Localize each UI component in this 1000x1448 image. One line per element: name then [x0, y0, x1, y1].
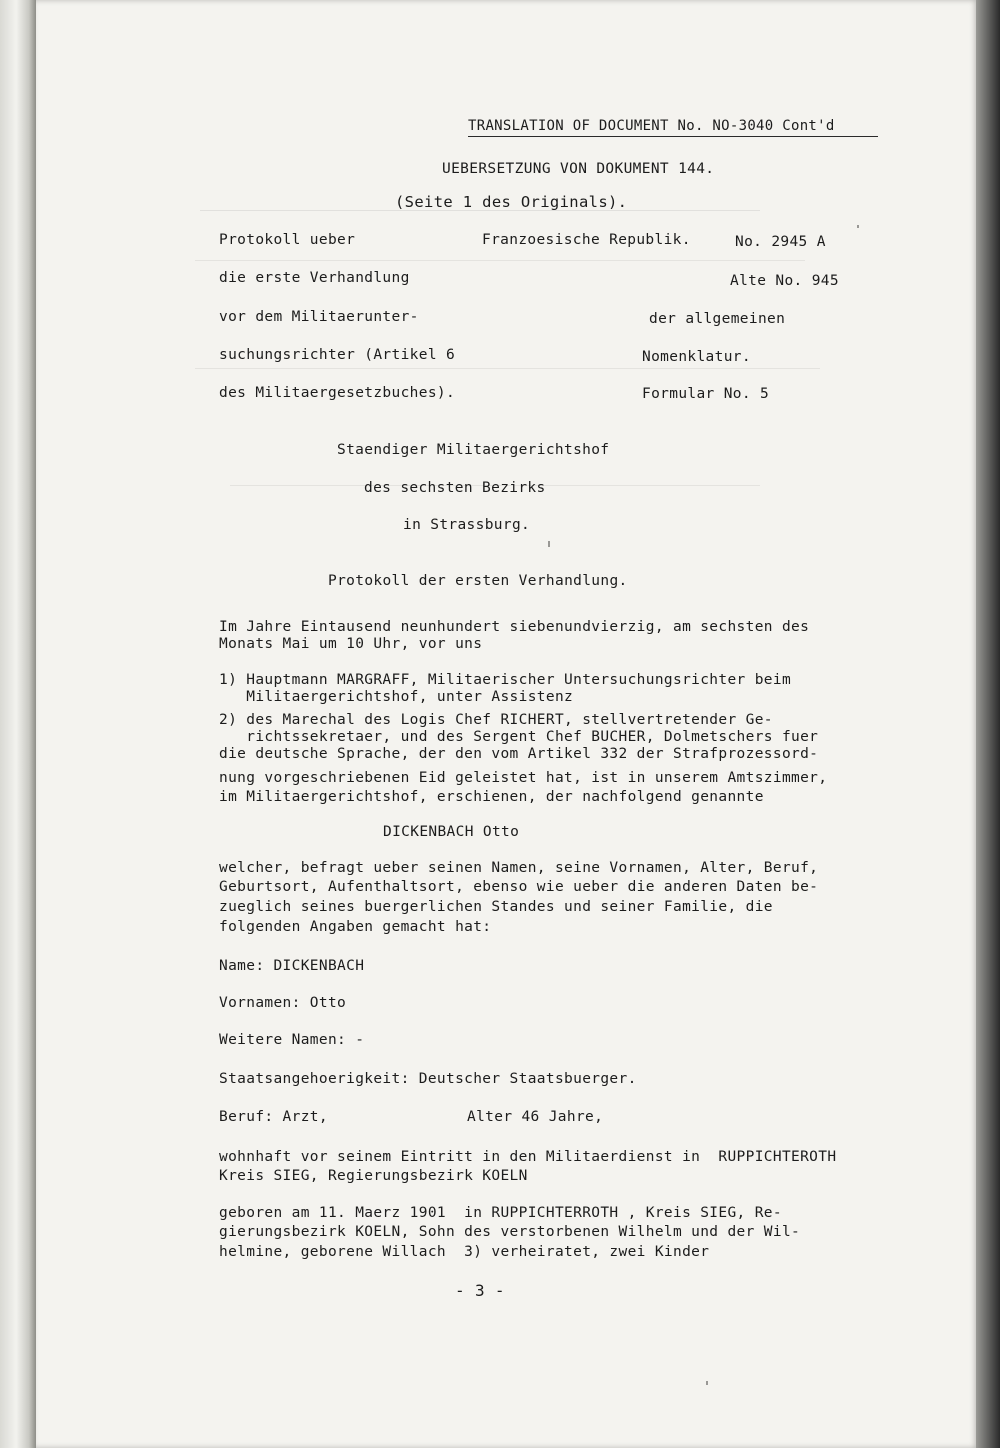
court-line: des sechsten Bezirks	[364, 480, 546, 496]
body-line: Kreis SIEG, Regierungsbezirk KOELN	[219, 1168, 528, 1184]
body-line: geboren am 11. Maerz 1901 in RUPPICHTERROTH , Kreis SIEG, Re-	[219, 1205, 782, 1221]
field-name: Name: DICKENBACH	[219, 958, 365, 974]
republic-label: Franzoesische Republik.	[482, 232, 691, 248]
right-line: Nomenklatur.	[642, 349, 751, 365]
bleed-through-line	[195, 368, 820, 369]
stray-mark	[706, 1381, 708, 1385]
document-title: UEBERSETZUNG VON DOKUMENT 144.	[442, 161, 715, 177]
court-line: Staendiger Militaergerichtshof	[337, 442, 610, 458]
court-line: in Strassburg.	[403, 517, 531, 533]
body-line: richtssekretaer, und des Sergent Chef BUCHER, Dolmetschers fuer	[219, 729, 819, 745]
right-line: No. 2945 A	[735, 234, 826, 250]
left-line: Protokoll ueber	[219, 232, 356, 248]
body-line: im Militaergerichtshof, erschienen, der nachfolgend genannte	[219, 789, 764, 805]
left-line: des Militaergesetzbuches).	[219, 385, 456, 401]
left-line: die erste Verhandlung	[219, 270, 410, 286]
left-line: suchungsrichter (Artikel 6	[219, 347, 456, 363]
binder-edge	[0, 0, 36, 1448]
body-line: helmine, geborene Willach 3) verheiratet, zwei Kinder	[219, 1244, 710, 1260]
left-line: vor dem Militaerunter-	[219, 309, 419, 325]
page-number: - 3 -	[455, 1281, 505, 1300]
body-line: 2) des Marechal des Logis Chef RICHERT, stellvertretender Ge-	[219, 712, 773, 728]
field-vornamen: Vornamen: Otto	[219, 995, 347, 1011]
document-subtitle: (Seite 1 des Originals).	[395, 193, 628, 211]
body-line: 1) Hauptmann MARGRAFF, Militaerischer Untersuchungsrichter beim	[219, 672, 792, 688]
body-line: Im Jahre Eintausend neunhundert siebenundvierzig, am sechsten des	[219, 619, 810, 635]
body-line: gierungsbezirk KOELN, Sohn des verstorbenen Wilhelm und der Wil-	[219, 1224, 801, 1240]
field-alter: Alter 46 Jahre,	[467, 1109, 604, 1125]
stray-mark	[857, 225, 859, 228]
field-staatsangehoerigkeit: Staatsangehoerigkeit: Deutscher Staatsbuerger.	[219, 1071, 637, 1087]
body-line: Militaergerichtshof, unter Assistenz	[219, 689, 574, 705]
page-shadow-edge	[976, 0, 1000, 1448]
body-line: Monats Mai um 10 Uhr, vor uns	[219, 636, 483, 652]
person-name: DICKENBACH Otto	[383, 824, 520, 840]
right-line: der allgemeinen	[649, 311, 786, 327]
body-line: Geburtsort, Aufenthaltsort, ebenso wie ueber die anderen Daten be-	[219, 879, 819, 895]
field-weitere-namen: Weitere Namen: -	[219, 1032, 365, 1048]
protocol-heading: Protokoll der ersten Verhandlung.	[328, 573, 628, 589]
body-line: wohnhaft vor seinem Eintritt in den Militaerdienst in RUPPICHTEROTH	[219, 1149, 837, 1165]
body-line: nung vorgeschriebenen Eid geleistet hat, ist in unserem Amtszimmer,	[219, 770, 828, 786]
body-line: die deutsche Sprache, der den vom Artikel 332 der Strafprozessord-	[219, 746, 819, 762]
field-beruf: Beruf: Arzt,	[219, 1109, 328, 1125]
translation-header: TRANSLATION OF DOCUMENT No. NO-3040 Cont'd	[468, 118, 878, 137]
body-line: welcher, befragt ueber seinen Namen, seine Vornamen, Alter, Beruf,	[219, 860, 819, 876]
body-line: zueglich seines buergerlichen Standes und seiner Familie, die	[219, 899, 773, 915]
body-line: folgenden Angaben gemacht hat:	[219, 919, 492, 935]
right-line: Alte No. 945	[730, 273, 839, 289]
bleed-through-line	[195, 260, 805, 261]
stray-mark	[548, 541, 550, 547]
right-line: Formular No. 5	[642, 386, 770, 402]
